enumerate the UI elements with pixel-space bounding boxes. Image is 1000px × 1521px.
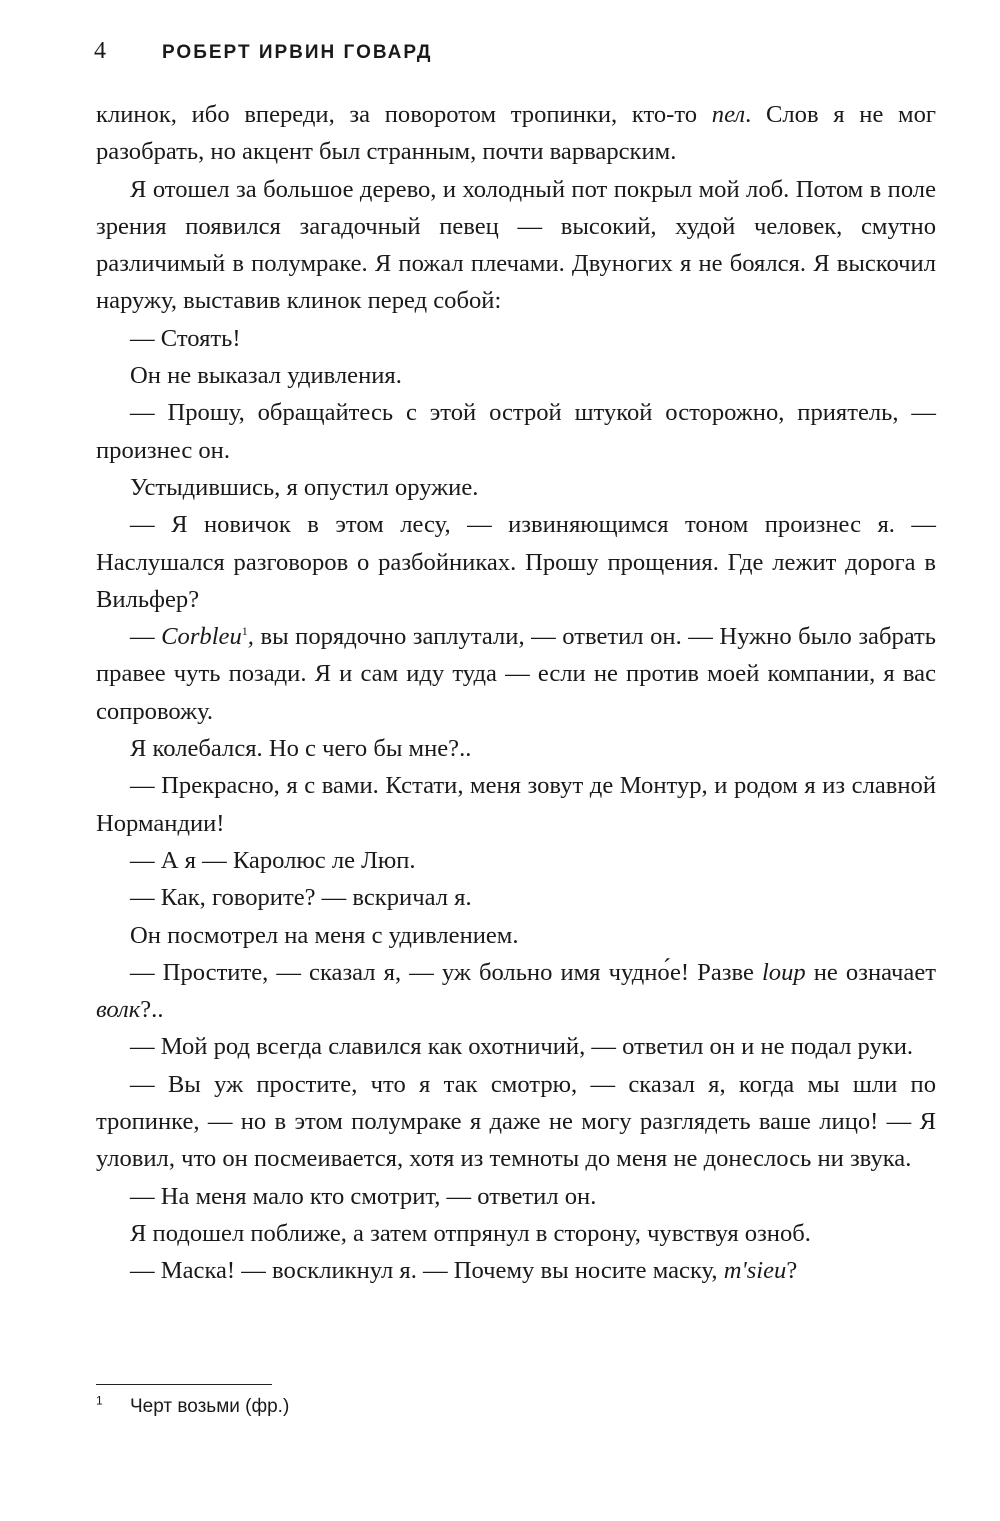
footnote-reference: 1 bbox=[241, 623, 248, 638]
paragraph: — Простите, — сказал я, — уж больно имя чудно́е! Разве loup не означает волк?.. bbox=[96, 958, 936, 1024]
footnote-mark: 1 bbox=[96, 1393, 103, 1408]
paragraph: Я подошел поближе, а затем отпрянул в сторону, чувствуя озноб. bbox=[130, 1219, 811, 1247]
footnote bbox=[96, 1393, 290, 1418]
paragraph: — Corbleu$^1$, вы порядочно заплутали, — ответил он. — Нужно было забрать правее чуть позади. Я и сам иду туда — если не против моей компании, я вас сопровожу. bbox=[96, 623, 937, 725]
paragraph: Устыдившись, я опустил оружие. bbox=[130, 473, 479, 501]
paragraph: — Стоять! bbox=[130, 324, 241, 352]
footnote-divider bbox=[96, 1384, 272, 1385]
page-header bbox=[94, 38, 432, 65]
page-number: 4 bbox=[94, 38, 106, 64]
footnote-text: Черт возьми (фр.) bbox=[130, 1396, 290, 1417]
paragraph: — На меня мало кто смотрит, — ответил он. bbox=[130, 1182, 597, 1210]
paragraph: — Мой род всегда славился как охотничий, — ответил он и не подал руки. bbox=[130, 1033, 914, 1061]
paragraph: — Маска! — воскликнул я. — Почему вы носите маску, m'sieu? bbox=[130, 1257, 798, 1285]
paragraph: — Как, говорите? — вскричал я. bbox=[130, 884, 472, 912]
paragraph: Он не выказал удивления. bbox=[130, 362, 402, 390]
paragraph: — Я новичок в этом лесу, — извиняющимся тоном произнес я. — Наслушался разговоров о разбойниках. Прошу прощения. Где лежит дорога в Вильфер? bbox=[96, 511, 936, 613]
body-text bbox=[96, 96, 936, 1290]
paragraph: клинок, ибо впереди, за поворотом тропинки, кто-то пел. Слов я не мог разобрать, но акцент был странным, почти варварским. bbox=[96, 101, 937, 166]
paragraph: — Прошу, обращайтесь с этой острой штукой осторожно, приятель, — произнес он. bbox=[96, 399, 936, 464]
paragraph: — А я — Каролюс ле Люп. bbox=[130, 846, 416, 874]
paragraph: Я отошел за большое дерево, и холодный пот покрыл мой лоб. Потом в поле зрения появился загадочный певец — высокий, худой человек, смутно различимый в полумраке. Я пожал плечами. Двуногих я не боялся. Я выскочил наружу, выставив клинок перед собой: bbox=[96, 175, 936, 315]
paragraph: — Прекрасно, я с вами. Кстати, меня зовут де Монтур, и родом я из славной Нормандии! bbox=[96, 772, 936, 837]
running-head: РОБЕРТ ИРВИН ГОВАРД bbox=[162, 42, 433, 63]
paragraph: Он посмотрел на меня с удивлением. bbox=[130, 921, 519, 949]
paragraph: Я колебался. Но с чего бы мне?.. bbox=[130, 735, 472, 763]
paragraph: — Вы уж простите, что я так смотрю, — сказал я, когда мы шли по тропинке, — но в этом полумраке я даже не могу разглядеть ваше лицо! — Я уловил, что он посмеивается, хотя из темноты до меня не донеслось ни звука. bbox=[96, 1070, 936, 1173]
